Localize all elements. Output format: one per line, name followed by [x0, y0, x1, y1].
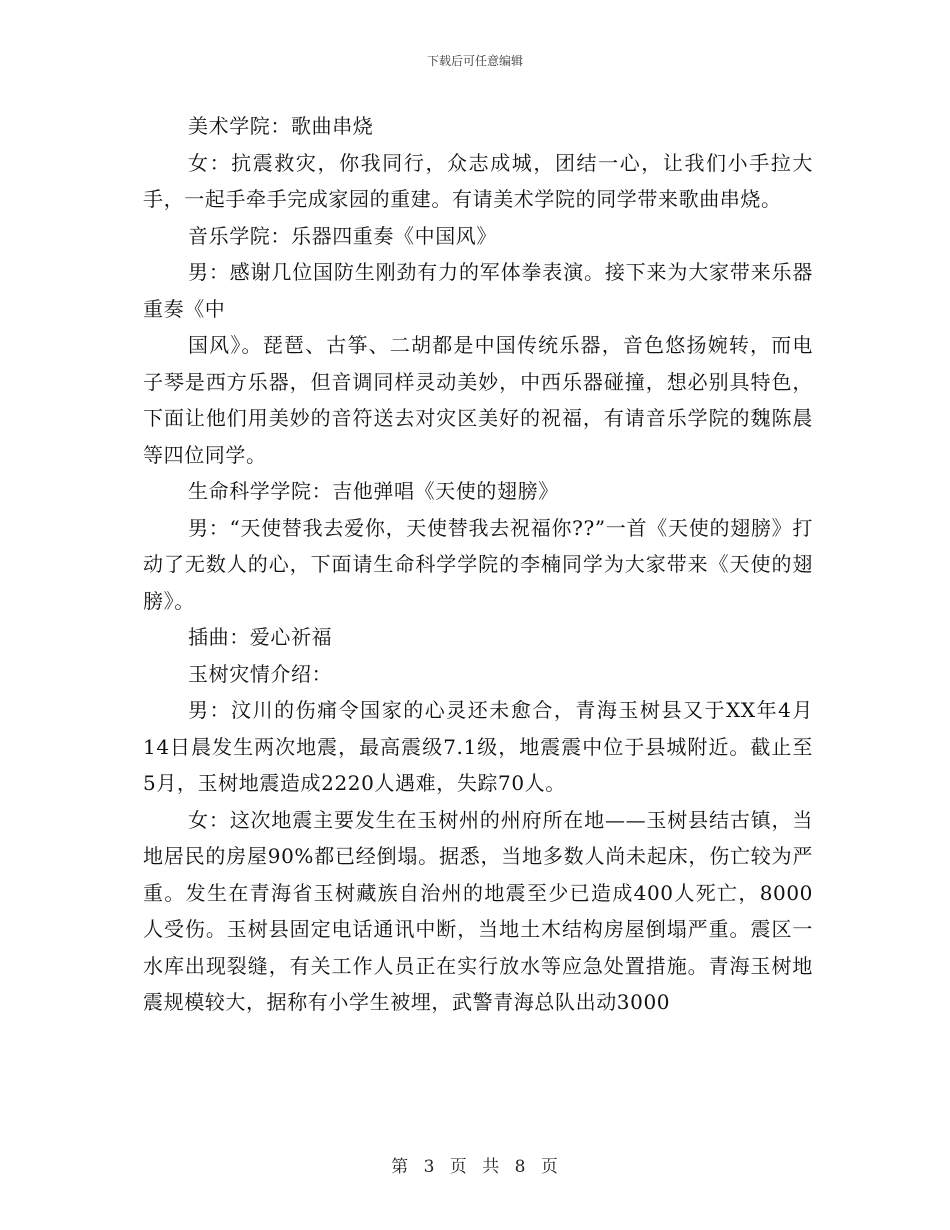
- paragraph: 美术学院：歌曲串烧: [188, 114, 374, 138]
- paragraph: 女：抗震救灾，你我同行，众志成城，团结一心，让我们小手拉大手，一起手牵手完成家园的重建。有请美术学院的同学带来歌曲串烧。: [143, 150, 813, 211]
- footer-prefix: 第: [391, 1157, 410, 1177]
- paragraph: 男：“天使替我去爱你，天使替我去祝福你??”一首《天使的翅膀》打动了无数人的心，下面请生命科学学院的李楠同学为大家带来《天使的翅膀》。: [143, 515, 813, 613]
- footer-suffix: 页: [540, 1157, 559, 1177]
- paragraph: 国风》。琵琶、古筝、二胡都是中国传统乐器，音色悠扬婉转，而电子琴是西方乐器，但音调同样灵动美妙，中西乐器碰撞，想必别具特色，下面让他们用美妙的音符送去对灾区美好的祝福，有请音乐学院的魏陈晨等四位同学。: [143, 333, 813, 467]
- footer-total-word: 共: [482, 1157, 501, 1177]
- footer-page-word: 页: [449, 1157, 468, 1177]
- page-footer: [0, 1152, 950, 1177]
- paragraph: 音乐学院：乐器四重奏《中国风》: [188, 223, 497, 248]
- total-pages-number: 8: [514, 1157, 527, 1177]
- paragraph: 玉树灾情介绍：: [188, 661, 333, 686]
- header-note: 下载后可任意编辑: [426, 54, 523, 68]
- paragraph: 男：感谢几位国防生刚劲有力的军体拳表演。接下来为大家带来乐器重奏《中: [143, 260, 813, 321]
- paragraph: 插曲：爱心祈福: [188, 625, 333, 649]
- current-page-number: 3: [423, 1157, 436, 1177]
- paragraph: 女：这次地震主要发生在玉树州的州府所在地——玉树县结古镇，当地居民的房屋90%都已经倒塌。据悉，当地多数人尚未起床，伤亡较为严重。发生在青海省玉树藏族自治州的地震至少已造成400人死亡，8000人受伤。玉树县固定电话通讯中断，当地土木结构房屋倒塌严重。震区一水库出现裂缝，有关工作人员正在实行放水等应急处置措施。青海玉树地震规模较大，据称有小学生被埋，武警青海总队出动3000: [143, 807, 813, 1014]
- document-body: [143, 108, 813, 1021]
- paragraph: 男：汶川的伤痛令国家的心灵还未愈合，青海玉树县又于XX年4月14日晨发生两次地震，最高震级7.1级，地震震中位于县城附近。截止至5月，玉树地震造成2220人遇难，失踪70人。: [143, 698, 813, 795]
- paragraph: 生命科学学院：吉他弹唱《天使的翅膀》: [188, 479, 559, 503]
